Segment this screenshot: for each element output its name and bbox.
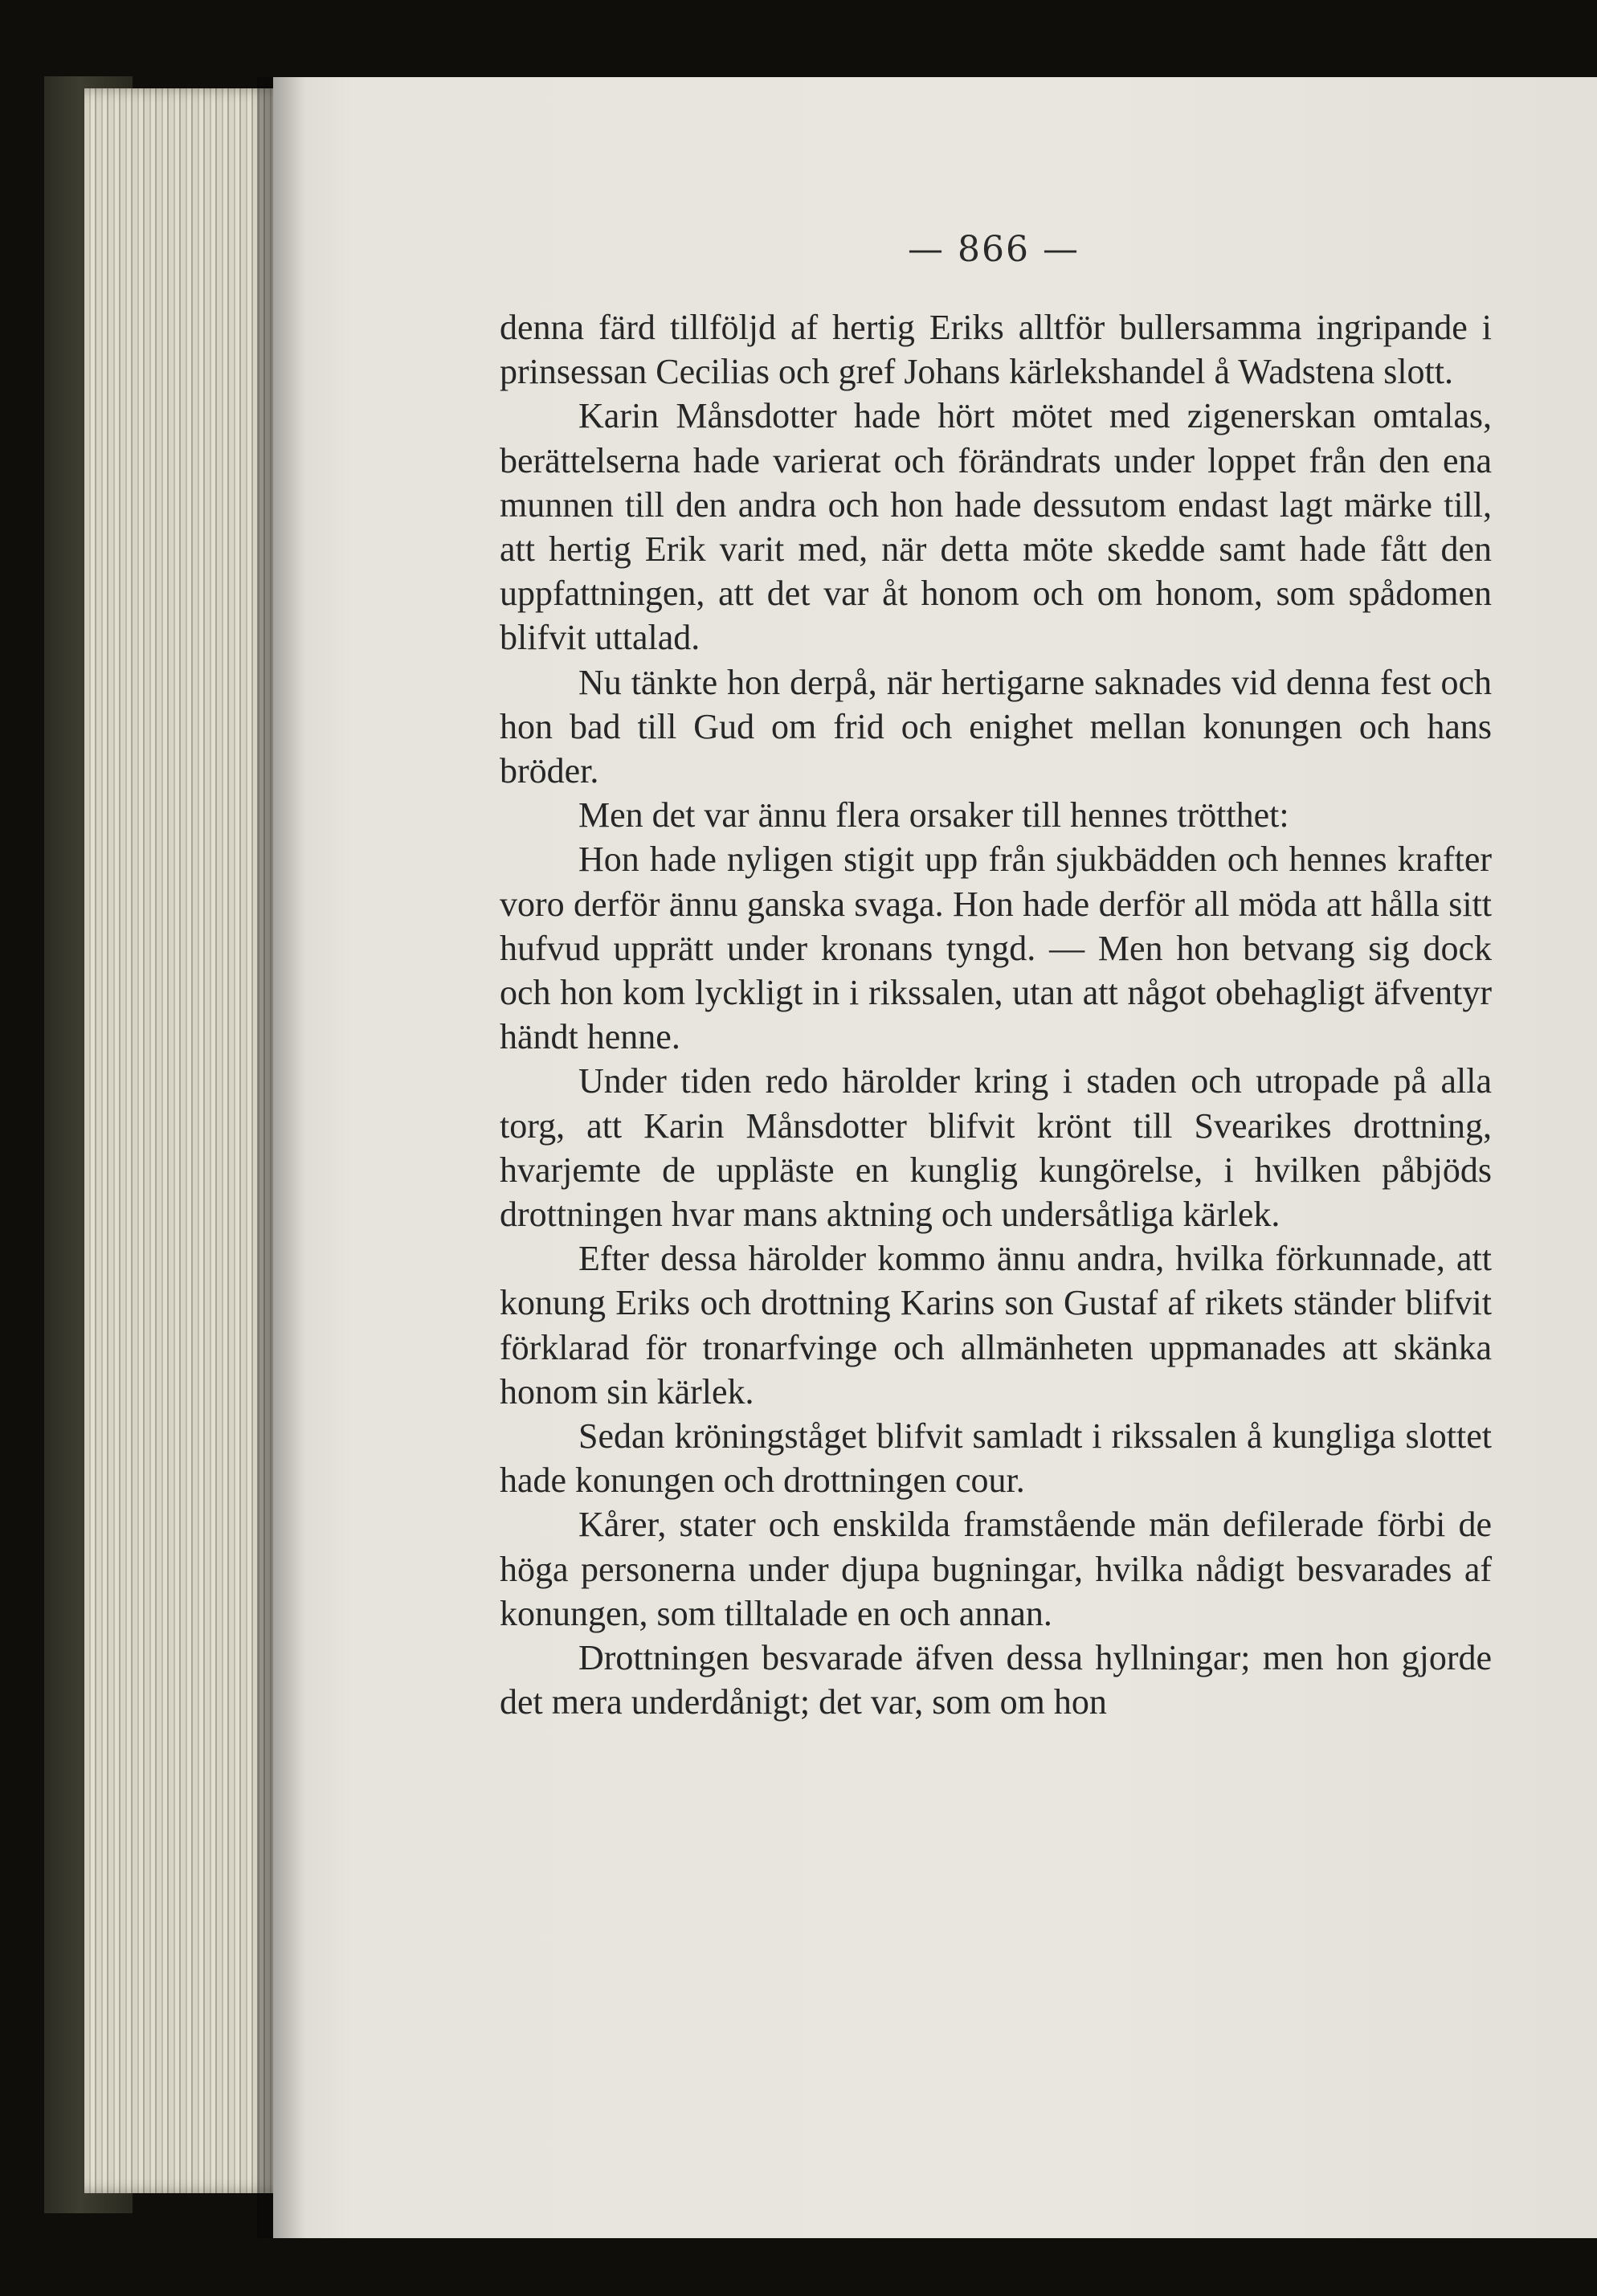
body-text [500, 305, 1492, 1725]
paragraph: Kårer, stater och enskilda framstående män defilerade förbi de höga personerna under djupa bugningar, hvilka nådigt besvarades af konungen, som tilltalade en och annan. [500, 1505, 1492, 1633]
page-edges [84, 88, 281, 2193]
paragraph: Hon hade nyligen stigit upp från sjukbädden och hennes krafter voro derför ännu ganska svaga. Hon hade derför all möda att hålla sitt hufvud upprätt under kronans tyngd. — Men hon betvang sig dock och hon kom lyckligt in i rikssalen, utan att något obehagligt äfventyr händt henne. [500, 840, 1492, 1057]
page-number: — 866 — [908, 229, 1080, 270]
paragraph: Nu tänkte hon derpå, när hertigarne saknades vid denna fest och hon bad till Gud om frid och enighet mellan konungen och hans bröder. [500, 662, 1492, 791]
paragraph: Under tiden redo härolder kring i staden och utropade på alla torg, att Karin Månsdotter blifvit krönt till Svearikes drottning, hvarjemte de uppläste en kunglig kungörelse, i hvilken påbjöds drottningen hvar mans aktning och undersåtliga kärlek. [500, 1061, 1492, 1235]
paragraph: Efter dessa härolder kommo ännu andra, hvilka förkunnade, att konung Eriks och drottning Karins son Gustaf af rikets ständer blifvit förklarad för tronarfvinge och allmänheten uppmanades att skänka honom sin kärlek. [500, 1239, 1492, 1412]
paragraph: Karin Månsdotter hade hört mötet med zigenerskan omtalas, berättelserna hade varierat och förändrats under loppet från den ena munnen till den andra och hon hade dessutom endast lagt märke till, att hertig Erik varit med, när detta möte skedde samt hade fått den uppfattningen, att det var åt honom och om honom, som spådomen blifvit uttalad. [500, 396, 1492, 658]
paragraph: Men det var ännu flera orsaker till hennes trötthet: [578, 795, 1289, 835]
gutter-shadow [257, 77, 305, 2238]
paragraph: Drottningen besvarade äfven dessa hyllningar; men hon gjorde det mera underdånigt; det var, som om hon [500, 1638, 1492, 1722]
paragraph: denna färd tillföljd af hertig Eriks alltför bullersamma ingripande i prinsessan Cecilias och gref Johans kärlekshandel å Wadstena slott. [500, 308, 1492, 392]
paragraph: Sedan kröningståget blifvit samladt i rikssalen å kungliga slottet hade konungen och drottningen cour. [500, 1416, 1492, 1501]
